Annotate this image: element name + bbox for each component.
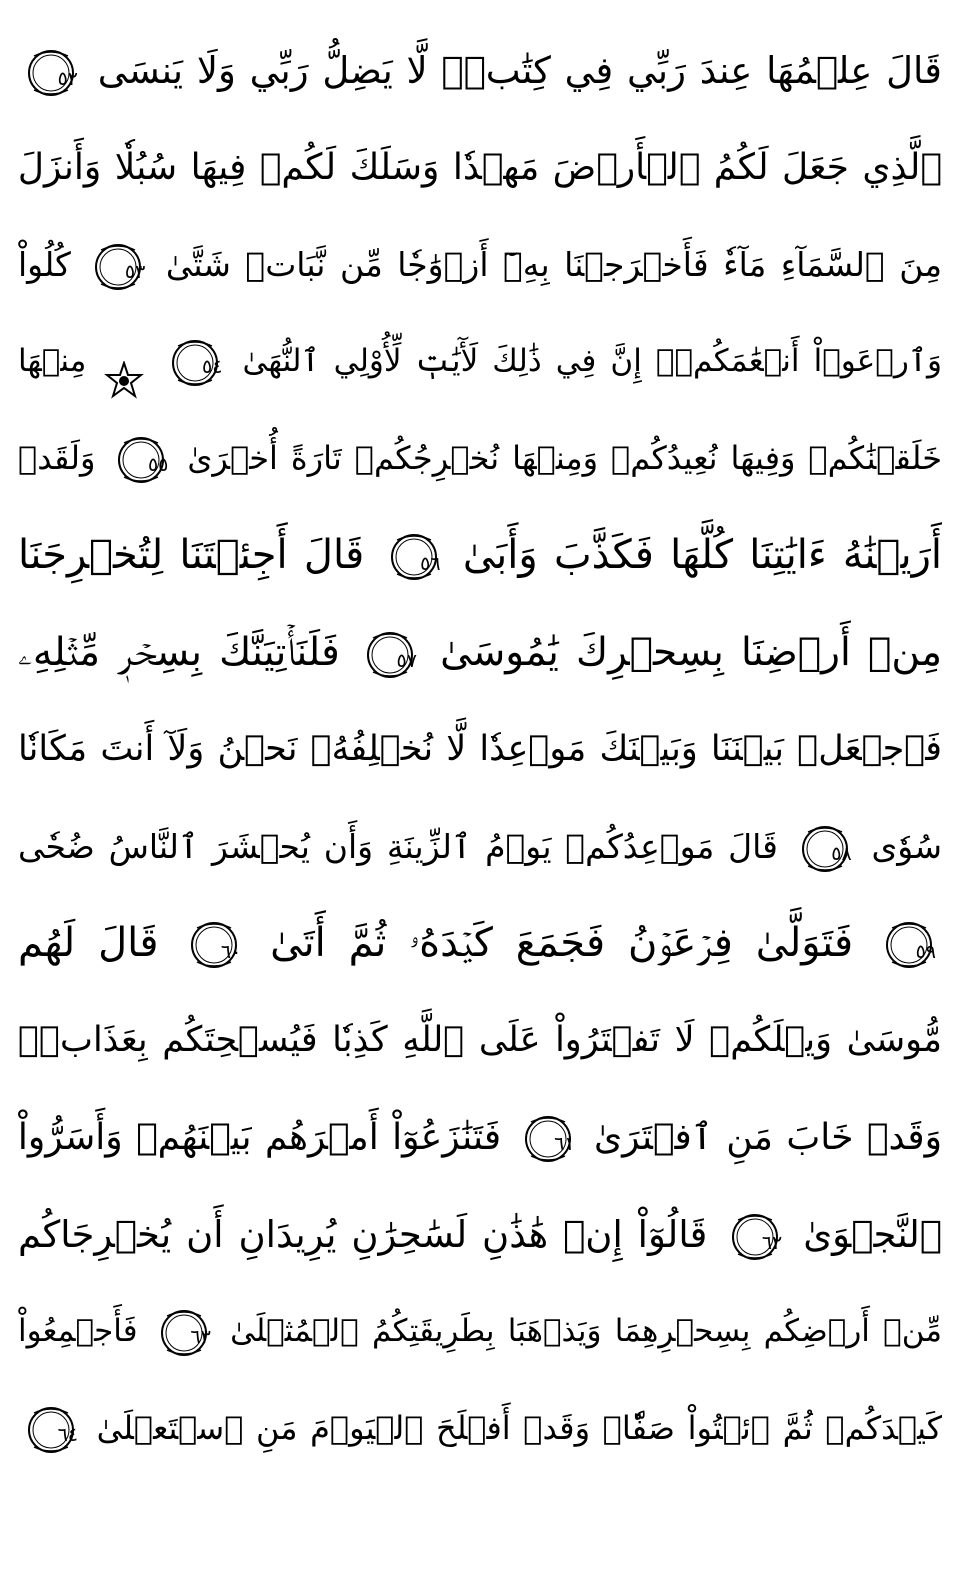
ayah-end-marker (521, 1112, 575, 1166)
verse-text: خَلَقۡنَٰكُمۡ وَفِيهَا نُعِيدُكُمۡ وَمِنۡهَا نُخۡرِجُكُمۡ تَارَةً أُخۡرَىٰ (187, 439, 942, 477)
quran-line-12 (18, 1089, 942, 1186)
verse-text: وَقَدۡ خَابَ مَنِ ٱفۡتَرَىٰ (593, 1117, 942, 1158)
verse-text: فَتَنَٰزَعُوٓاْ أَمۡرَهُم بَيۡنَهُمۡ وَأَسَرُّواْ (18, 1117, 502, 1158)
verse-text: قَالَ عِلۡمُهَا عِندَ رَبِّي فِي كِتَٰبٖۖ لَّا يَضِلُّ رَبِّي وَلَا يَنسَى (97, 49, 942, 92)
quran-line-4 (18, 313, 942, 410)
ayah-end-marker (168, 336, 222, 390)
verse-text: مُّوسَىٰ وَيۡلَكُمۡ لَا تَفۡتَرُواْ عَلَى ٱللَّهِ كَذِبٗا فَيُسۡحِتَكُم بِعَذَابٖۖ (18, 1020, 942, 1060)
quran-line-5 (18, 410, 942, 507)
verse-text: مِّنۡ أَرۡضِكُم بِسِحۡرِهِمَا وَيَذۡهَبَا بِطَرِيقَتِكُمُ ٱلۡمُثۡلَىٰ (230, 1313, 942, 1349)
ayah-number: ٥٥ (147, 454, 169, 476)
quran-line-10 (18, 895, 942, 992)
ayah-number: ٦٢ (761, 1231, 783, 1254)
ayah-number: ٥٨ (831, 842, 852, 865)
ayah-number: ٥٤ (202, 355, 223, 378)
ayah-number: ٦١ (554, 1133, 575, 1155)
verse-text: مِنۡهَا (18, 343, 87, 379)
ayah-end-marker (91, 240, 145, 294)
ayah-end-marker (882, 918, 936, 972)
ayah-number: ٥٩ (915, 941, 936, 963)
ayah-end-marker (798, 822, 852, 876)
verse-text: ٱلَّذِي جَعَلَ لَكُمُ ٱلۡأَرۡضَ مَهۡدٗا وَسَلَكَ لَكُمۡ فِيهَا سُبُلٗا وَأَنزَلَ (18, 147, 942, 188)
verse-text: كَيۡدَكُمۡ ثُمَّ ٱئۡتُواْ صَفّٗاۚ وَقَدۡ أَفۡلَحَ ٱلۡيَوۡمَ مَنِ ٱسۡتَعۡلَىٰ (96, 1409, 942, 1447)
verse-text: وَٱرۡعَوۡاْ أَنۡعَٰمَكُمۡۚ إِنَّ فِي ذَٰلِكَ لَأٓيَٰتٖ لِّأُوْلِي ٱلنُّهَىٰ (242, 343, 942, 379)
verse-text: قَالَ أَجِئۡتَنَا لِتُخۡرِجَنَا (18, 532, 365, 578)
quran-line-3 (18, 216, 942, 313)
ayah-number: ٦٠ (220, 941, 242, 963)
hizb-star-icon (104, 343, 144, 383)
ayah-end-marker (114, 433, 168, 487)
verse-text: فَٱجۡعَلۡ بَيۡنَنَا وَبَيۡنَكَ مَوۡعِدٗا لَّا نُخۡلِفُهُۥ نَحۡنُ وَلَآ أَنتَ مَكَانٗا (18, 729, 942, 769)
quran-line-11 (18, 992, 942, 1089)
ayah-end-marker (387, 530, 441, 584)
quran-line-7 (18, 604, 942, 701)
verse-text: قَالَ لَهُم (18, 920, 159, 966)
verse-text: مِنَ ٱلسَّمَآءِ مَآءٗ فَأَخۡرَجۡنَا بِهِۦٓ أَزۡوَٰجٗا مِّن نَّبَاتٖ شَتَّىٰ (165, 245, 942, 284)
ayah-end-marker (24, 46, 78, 100)
ayah-end-marker (363, 628, 417, 682)
verse-text: ٱلنَّجۡوَىٰ (803, 1213, 942, 1256)
ayah-end-marker (728, 1210, 782, 1264)
verse-text: كُلُواْ (18, 245, 71, 284)
ayah-number: ٥٣ (124, 260, 146, 283)
quran-line-9 (18, 798, 942, 895)
ayah-number: ٥٢ (57, 67, 78, 90)
verse-text: سُوٗى (871, 827, 942, 866)
verse-text: فَتَوَلَّىٰ فِرۡعَوۡنُ فَجَمَعَ كَيۡدَهُۥ ثُمَّ أَتَىٰ (270, 920, 854, 966)
ayah-number: ٥٧ (396, 649, 417, 672)
quran-line-14 (18, 1283, 942, 1380)
quran-line-1 (18, 22, 942, 119)
verse-text: مِنۡ أَرۡضِنَا بِسِحۡرِكَ يَٰمُوسَىٰ (440, 630, 942, 675)
ayah-number: ٦٣ (190, 1325, 211, 1348)
quran-line-8 (18, 701, 942, 798)
ayah-number: ٥٦ (420, 553, 441, 575)
quran-line-13 (18, 1186, 942, 1283)
ayah-end-marker (24, 1403, 78, 1457)
verse-text: وَلَقَدۡ (18, 439, 96, 477)
ayah-end-marker (157, 1306, 211, 1360)
quran-line-15 (18, 1380, 942, 1477)
ayah-number: ٦٤ (57, 1424, 78, 1446)
verse-text: أَرَيۡنَٰهُ ءَايَٰتِنَا كُلَّهَا فَكَذَّبَ وَأَبَىٰ (462, 532, 942, 578)
quran-line-2 (18, 119, 942, 216)
verse-text: قَالَ مَوۡعِدُكُمۡ يَوۡمُ ٱلزِّينَةِ وَأَن يُحۡشَرَ ٱلنَّاسُ ضُحٗى (18, 827, 778, 866)
ayah-end-marker (187, 918, 241, 972)
verse-text: فَلَنَأۡتِيَنَّكَ بِسِحۡرٖ مِّثۡلِهِۦ (18, 630, 340, 675)
verse-text: قَالُوٓاْ إِنۡ هَٰذَٰنِ لَسَٰحِرَٰنِ يُرِيدَانِ أَن يُخۡرِجَاكُم (18, 1213, 708, 1256)
quran-line-6 (18, 507, 942, 604)
verse-text: فَأَجۡمِعُواْ (18, 1313, 138, 1349)
